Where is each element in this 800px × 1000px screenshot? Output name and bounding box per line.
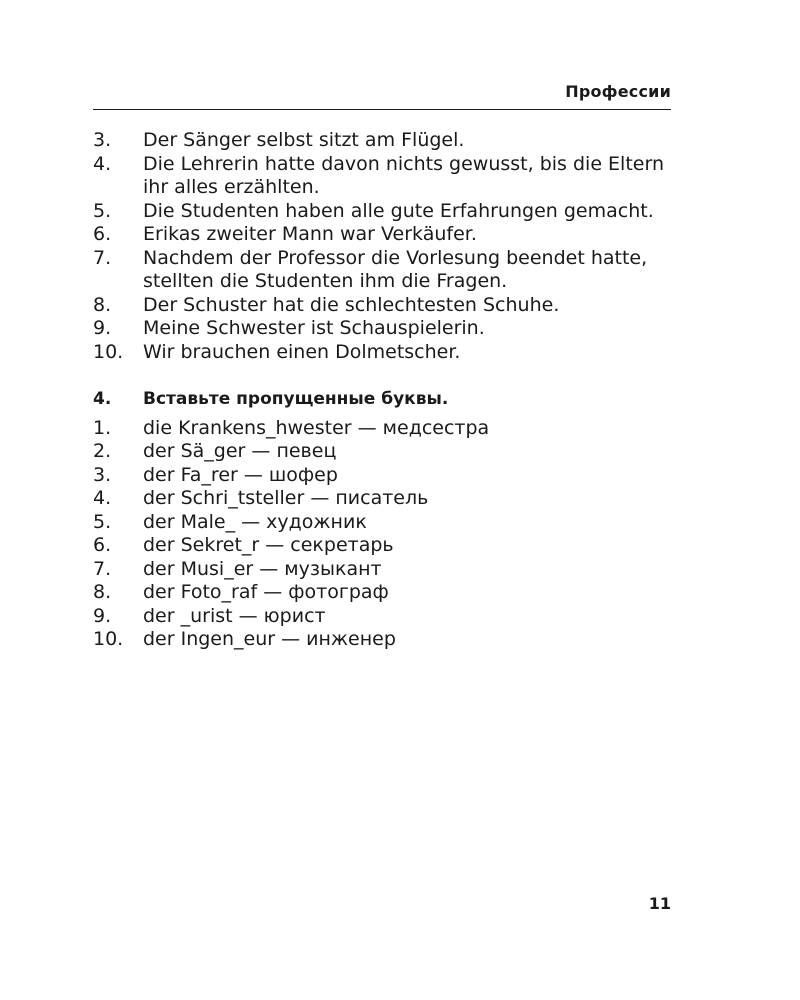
- item-text: Meine Schwester ist Schauspielerin.: [143, 317, 485, 339]
- item-text: Erikas zweiter Mann war Verkäufer.: [143, 223, 477, 245]
- list-item: [93, 581, 671, 605]
- header-rule: [93, 109, 671, 110]
- item-text: der Sekret_r — секретарь: [143, 534, 394, 556]
- item-number: 4.: [93, 487, 112, 509]
- item-text: der _urist — юрист: [143, 604, 326, 627]
- list-item: [93, 558, 671, 582]
- item-number: 1.: [93, 416, 112, 439]
- item-text: der Schri_tsteller — писатель: [143, 487, 429, 509]
- item-text: der Male_ — художник: [143, 510, 367, 533]
- task-list: [93, 417, 671, 652]
- item-text: Der Sänger selbst sitzt am Flügel.: [143, 129, 465, 151]
- item-number: 6.: [93, 534, 112, 556]
- list-item: [93, 223, 671, 247]
- item-text: Die Studenten haben alle gute Erfahrungen gemacht.: [143, 199, 654, 222]
- item-number: 8.: [93, 581, 112, 603]
- list-item: [93, 153, 671, 200]
- item-number: 6.: [93, 223, 112, 245]
- list-item: [93, 247, 671, 294]
- item-number: 7.: [93, 557, 112, 580]
- item-text: die Krankens_hwester — медсестра: [143, 416, 490, 439]
- item-number: 4.: [93, 152, 112, 175]
- item-text: der Ingen_eur — инженер: [143, 628, 396, 650]
- item-text: Nachdem der Professor die Vorlesung beendet hatte, stellten die Studenten ihm die Fragen.: [143, 246, 648, 292]
- running-head: Профессии: [565, 82, 671, 101]
- list-item: [93, 464, 671, 488]
- item-number: 5.: [93, 510, 112, 533]
- item-number: 10.: [93, 628, 124, 650]
- item-text: der Fa_rer — шофер: [143, 463, 338, 486]
- item-number: 9.: [93, 317, 112, 339]
- list-item: [93, 294, 671, 318]
- list-item: [93, 341, 671, 365]
- answers-list: [93, 129, 671, 364]
- item-number: 3.: [93, 463, 112, 486]
- task-title: Вставьте пропущенные буквы.: [143, 389, 449, 409]
- list-item: [93, 487, 671, 511]
- item-number: 3.: [93, 129, 112, 151]
- list-item: [93, 317, 671, 341]
- list-item: [93, 605, 671, 629]
- list-item: [93, 511, 671, 535]
- list-item: [93, 417, 671, 441]
- item-number: 5.: [93, 199, 112, 222]
- book-page: [93, 0, 671, 1000]
- task-heading: [93, 388, 671, 412]
- item-text: Der Schuster hat die schlechtesten Schuhe.: [143, 293, 560, 316]
- item-text: der Sä_ger — певец: [143, 440, 337, 462]
- item-text: Die Lehrerin hatte davon nichts gewusst, bis die Eltern ihr alles erzählten.: [143, 152, 664, 198]
- item-number: 10.: [93, 340, 124, 363]
- item-number: 2.: [93, 440, 112, 462]
- item-number: 7.: [93, 246, 112, 269]
- page-content: [93, 129, 671, 652]
- item-number: 9.: [93, 604, 112, 627]
- list-item: [93, 534, 671, 558]
- list-item: [93, 440, 671, 464]
- list-item: [93, 200, 671, 224]
- item-number: 8.: [93, 293, 112, 316]
- item-text: Wir brauchen einen Dolmetscher.: [143, 340, 461, 363]
- list-item: [93, 129, 671, 153]
- item-text: der Musi_er — музыкант: [143, 557, 382, 580]
- list-item: [93, 628, 671, 652]
- item-text: der Foto_raf — фотограф: [143, 581, 389, 603]
- task-number: 4.: [93, 389, 112, 409]
- page-number: 11: [648, 894, 671, 913]
